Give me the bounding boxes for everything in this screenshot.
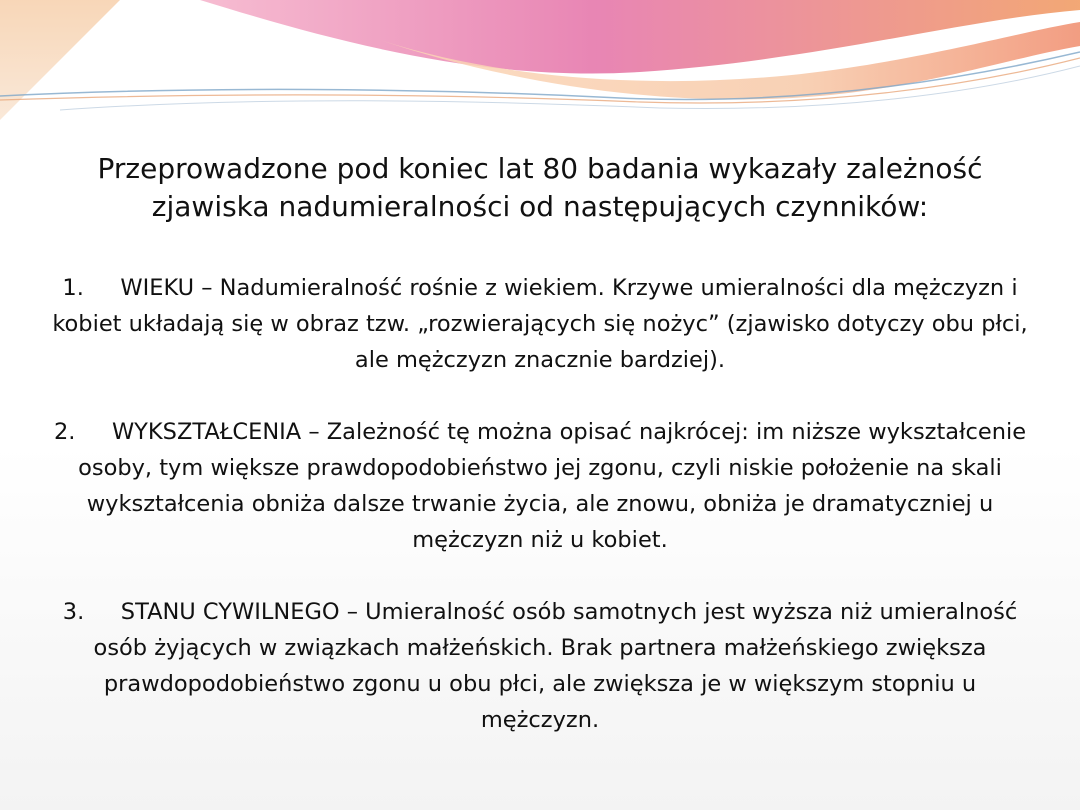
decorative-wave-header xyxy=(0,0,1080,130)
list-item-text: WIEKU – Nadumieralność rośnie z wiekiem. Krzywe umieralności dla mężczyzn i kobiet układają się w obraz tzw. „rozwierających się nożyc” (zjawisko dotyczy obu płci, ale mężczyzn znacznie bardziej). xyxy=(52,275,1028,373)
list-item xyxy=(50,414,1030,558)
list-item xyxy=(50,594,1030,738)
list-item-text: STANU CYWILNEGO – Umieralność osób samotnych jest wyższa niż umieralność osób żyjących w związkach małżeńskich. Brak partnera małżeńskiego zwiększa prawdopodobieństwo zgonu u obu płci, ale zwiększa je w większym stopniu u mężczyzn. xyxy=(93,599,1018,733)
slide-title: Przeprowadzone pod koniec lat 80 badania wykazały zależność zjawiska nadumieralności od następujących czynników: xyxy=(97,152,983,223)
list-item-number: 3. xyxy=(62,599,85,625)
slide-content xyxy=(50,150,1030,774)
list-item-number: 1. xyxy=(62,275,84,301)
list-item xyxy=(50,270,1030,378)
list-item-number: 2. xyxy=(53,419,76,445)
list-item-text: WYKSZTAŁCENIA – Zależność tę można opisać najkrócej: im niższe wykształcenie osoby, tym większe prawdopodobieństwo jej zgonu, czyli niskie położenie na skali wykształcenia obniża dalsze trwanie życia, ale znowu, obniża je dramatyczniej u mężczyzn niż u kobiet. xyxy=(78,419,1027,553)
